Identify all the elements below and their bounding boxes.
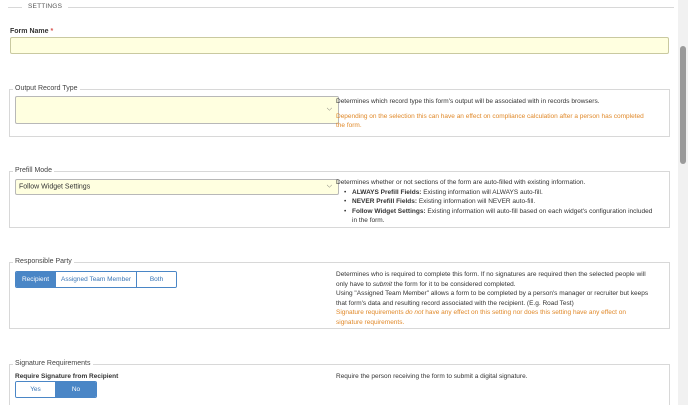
help-text: Using "Assigned Team Member" allows a form to be completed by a person's manager or recruiter but keeps that form's data and resulting record associated with the recipient. (E.g. Road Test) <box>336 290 649 307</box>
recipient-button[interactable]: Recipient <box>16 272 56 287</box>
signature-requirements-section <box>9 360 670 405</box>
prefill-mode-select[interactable] <box>15 179 339 195</box>
help-text: Determines who is required to complete this form. If no signatures are required then the selected people will only have to submit the form for it to be considered completed. <box>336 271 646 288</box>
no-button[interactable]: No <box>56 382 96 397</box>
signature-requirements-help: Require the person receiving the form to submit a digital signature. <box>336 373 528 380</box>
require-signature-label: Require Signature from Recipient <box>15 373 119 380</box>
section-title: SETTINGS <box>28 3 63 10</box>
responsible-party-toggle <box>15 271 177 288</box>
warning-text: Signature requirements do not have any effect on this setting nor does this setting have any effect on signature requirements. <box>336 309 626 326</box>
yes-button[interactable]: Yes <box>16 382 56 397</box>
prefill-mode-help <box>336 178 654 226</box>
scrollbar-thumb[interactable] <box>680 46 686 164</box>
form-name-label-text: Form Name <box>10 28 49 35</box>
help-text: Determines whether or not sections of the form are auto-filled with existing information. <box>336 179 586 186</box>
chevron-down-icon: ⌵ <box>326 105 332 113</box>
prefill-mode-legend: Prefill Mode <box>15 167 52 174</box>
prefill-mode-value: Follow Widget Settings <box>19 183 91 191</box>
vertical-scrollbar[interactable] <box>678 0 688 405</box>
responsible-party-help <box>336 270 654 327</box>
prefill-options-list <box>344 188 654 226</box>
divider <box>8 7 22 8</box>
both-button[interactable]: Both <box>137 272 176 287</box>
help-text: Determines which record type this form's output will be associated with in records browsers. <box>336 98 600 105</box>
form-name-input[interactable] <box>10 37 669 54</box>
list-item: • NEVER Prefill Fields: Existing information will NEVER auto-fill. <box>344 197 654 207</box>
signature-requirements-legend: Signature Requirements <box>15 360 91 367</box>
responsible-party-legend: Responsible Party <box>15 258 72 265</box>
list-item: • ALWAYS Prefill Fields: Existing information will ALWAYS auto-fill. <box>344 188 654 198</box>
assigned-team-member-button[interactable]: Assigned Team Member <box>56 272 137 287</box>
list-item: • Follow Widget Settings: Existing information will auto-fill based on each widget's configuration included in the form. <box>344 207 654 226</box>
form-name-label <box>10 28 53 35</box>
output-record-type-legend: Output Record Type <box>15 85 78 92</box>
settings-header <box>8 2 674 12</box>
output-record-type-select[interactable] <box>15 96 339 124</box>
require-signature-toggle <box>15 381 97 398</box>
warning-text: Depending on the selection this can have an effect on compliance calculation after a person has completed the form. <box>336 112 644 129</box>
divider <box>68 7 674 8</box>
chevron-down-icon: ⌵ <box>326 182 332 190</box>
required-marker: * <box>50 28 54 35</box>
output-record-type-help <box>336 97 654 131</box>
